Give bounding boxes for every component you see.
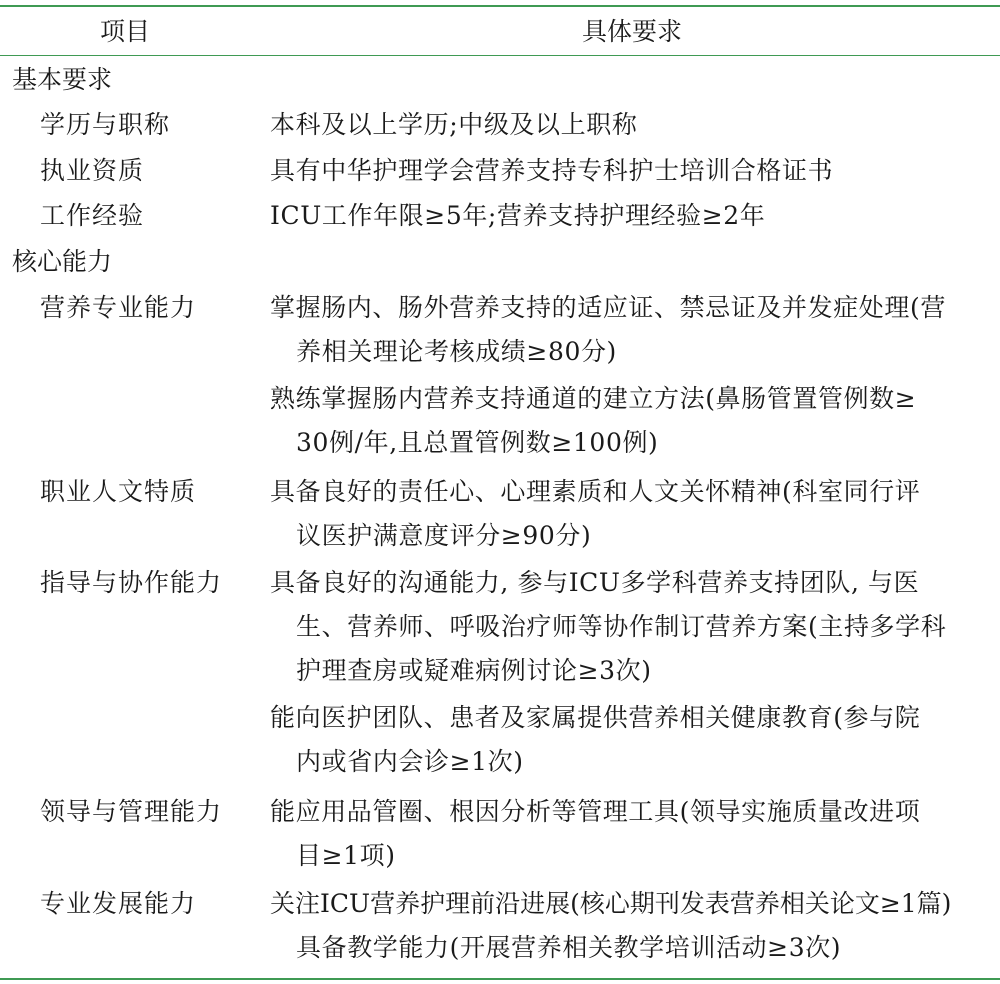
header-item: 项目 (100, 17, 151, 46)
requirement-line: 具备教学能力(开展营养相关教学培训活动≥3次) (296, 933, 842, 962)
requirement-cell (270, 470, 990, 558)
requirement-line: 具有中华护理学会营养支持专科护士培训合格证书 (270, 156, 834, 185)
category-label: 核心能力 (12, 247, 113, 276)
requirement-line: 养相关理论考核成绩≥80分) (296, 337, 617, 366)
requirement-line: 具备良好的责任心、心理素质和人文关怀精神(科室同行评 (270, 477, 921, 506)
requirement-line: 目≥1项) (296, 841, 396, 870)
requirement-cell (270, 149, 990, 193)
requirement-line: 本科及以上学历;中级及以上职称 (270, 110, 638, 139)
item-name: 学历与职称 (40, 110, 171, 139)
header-requirement: 具体要求 (582, 17, 683, 46)
item-name: 执业资质 (40, 156, 145, 185)
item-name: 职业人文特质 (40, 477, 197, 506)
requirement-line: 能应用品管圈、根因分析等管理工具(领导实施质量改进项 (270, 797, 921, 826)
requirement-line: 能向医护团队、患者及家属提供营养相关健康教育(参与院 (270, 703, 921, 732)
requirement-line: 生、营养师、呼吸治疗师等协作制订营养方案(主持多学科 (296, 612, 947, 641)
requirement-line: ICU工作年限≥5年;营养支持护理经验≥2年 (270, 201, 766, 230)
requirement-line: 30例/年,且总置管例数≥100例) (296, 428, 659, 457)
requirement-cell (270, 194, 990, 238)
requirement-cell (270, 790, 990, 878)
item-name: 专业发展能力 (40, 889, 197, 918)
requirement-cell (270, 286, 990, 465)
requirement-line: 掌握肠内、肠外营养支持的适应证、禁忌证及并发症处理(营 (270, 293, 946, 322)
requirement-cell (270, 561, 990, 784)
header-rule (0, 55, 1000, 56)
requirement-line: 关注ICU营养护理前沿进展(核心期刊发表营养相关论文≥1篇) (270, 889, 952, 918)
item-name: 领导与管理能力 (40, 797, 223, 826)
item-name: 工作经验 (40, 201, 145, 230)
category-label: 基本要求 (12, 65, 113, 94)
top-rule (0, 5, 1000, 7)
requirement-line: 熟练掌握肠内营养支持通道的建立方法(鼻肠管置管例数≥ (270, 384, 917, 413)
requirement-cell (270, 103, 990, 147)
item-name: 指导与协作能力 (40, 568, 223, 597)
requirement-line: 内或省内会诊≥1次) (296, 747, 524, 776)
item-name: 营养专业能力 (40, 293, 197, 322)
requirement-cell (270, 882, 990, 970)
requirement-line: 议医护满意度评分≥90分) (296, 521, 592, 550)
requirement-line: 护理查房或疑难病例讨论≥3次) (296, 656, 652, 685)
requirement-line: 具备良好的沟通能力, 参与ICU多学科营养支持团队, 与医 (270, 568, 920, 597)
bottom-rule (0, 978, 1000, 980)
